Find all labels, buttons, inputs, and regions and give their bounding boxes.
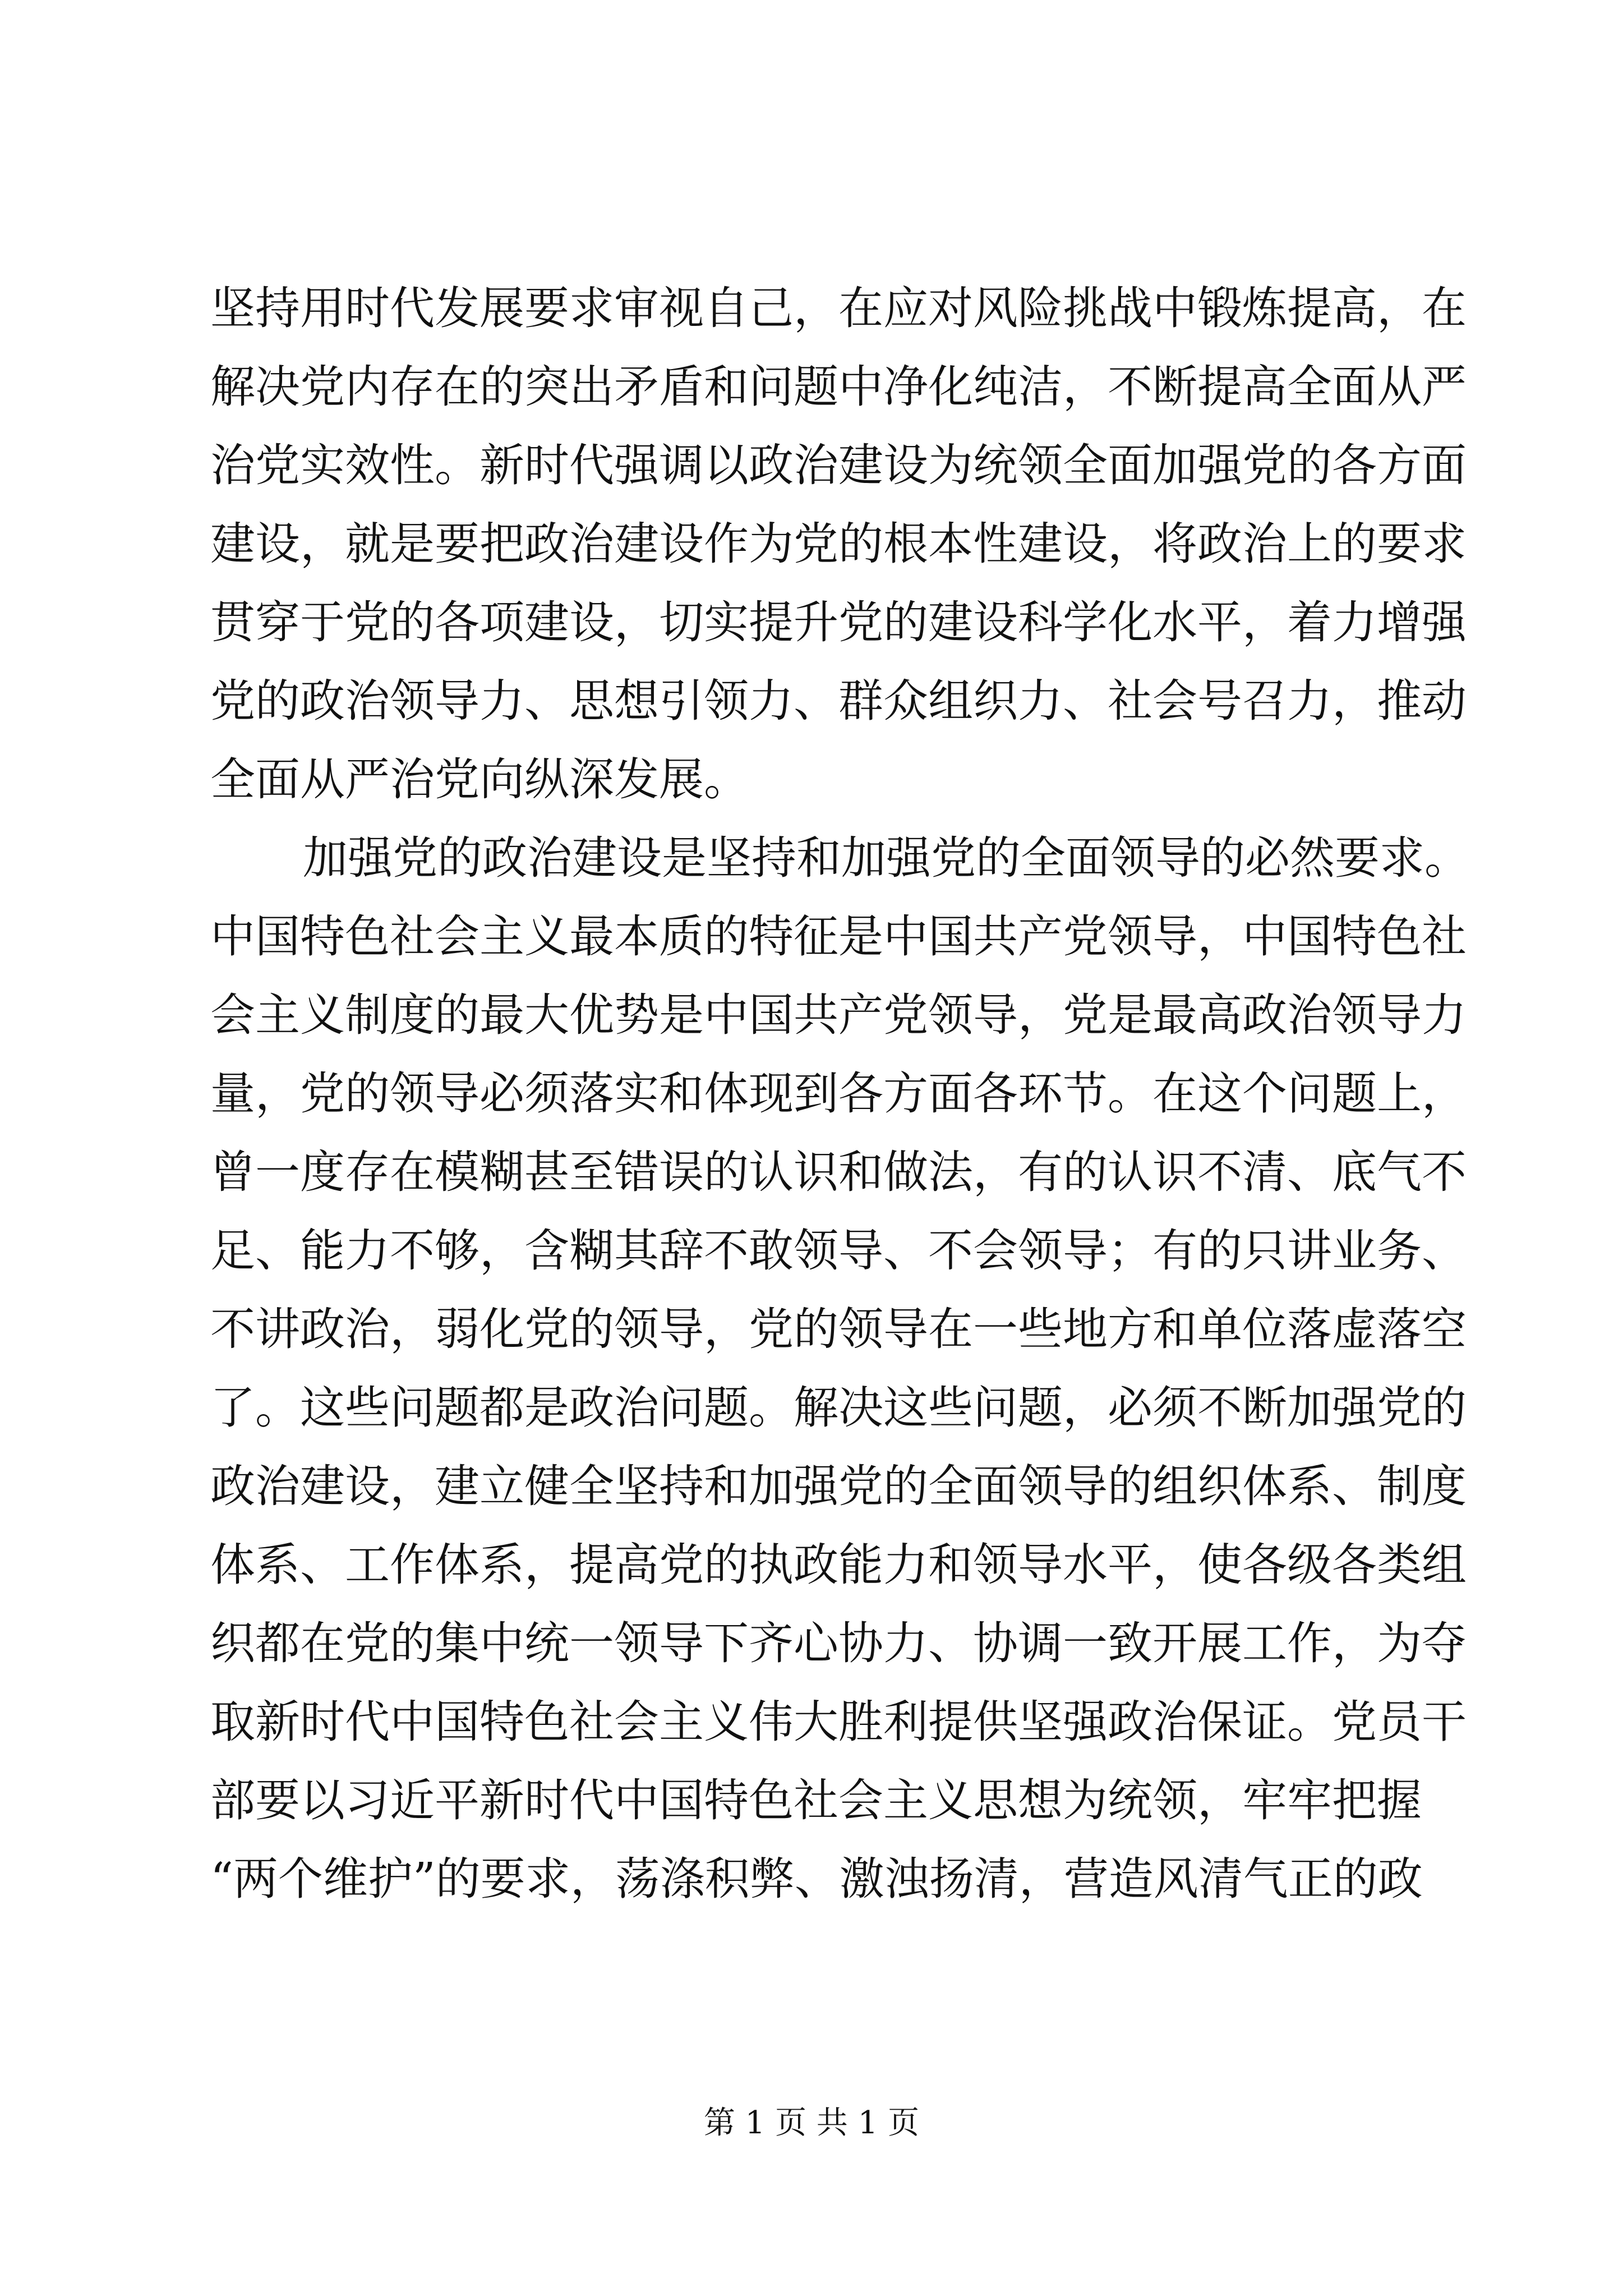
text-line: 坚持用时代发展要求审视自己，在应对风险挑战中锻炼提高，在 — [210, 282, 1467, 334]
text-line: 足、能力不够，含糊其辞不敢领导、不会领导；有的只讲业务、 — [210, 1225, 1467, 1277]
text-line: 会主义制度的最大优势是中国共产党领导，党是最高政治领导力 — [210, 989, 1467, 1041]
text-line: 政治建设，建立健全坚持和加强党的全面领导的组织体系、制度 — [210, 1460, 1467, 1512]
text-line: 党的政治领导力、思想引领力、群众组织力、社会号召力，推动 — [210, 675, 1467, 727]
text-line: “两个维护”的要求，荡涤积弊、激浊扬清，营造风清气正的政 — [210, 1853, 1423, 1905]
text-line: 曾一度存在模糊甚至错误的认识和做法，有的认识不清、底气不 — [210, 1146, 1467, 1198]
text-line: 加强党的政治建设是坚持和加强党的全面领导的必然要求。 — [303, 832, 1469, 884]
text-line: 了。这些问题都是政治问题。解决这些问题，必须不断加强党的 — [210, 1382, 1467, 1434]
text-line: 体系、工作体系，提高党的执政能力和领导水平，使各级各类组 — [210, 1539, 1467, 1591]
text-line: 不讲政治，弱化党的领导，党的领导在一些地方和单位落虚落空 — [210, 1303, 1467, 1355]
text-line: 中国特色社会主义最本质的特征是中国共产党领导，中国特色社 — [210, 910, 1467, 963]
page-number-footer: 第 1 页 共 1 页 — [703, 2105, 920, 2141]
text-line: 取新时代中国特色社会主义伟大胜利提供坚强政治保证。党员干 — [210, 1696, 1467, 1748]
text-line: 治党实效性。新时代强调以政治建设为统领全面加强党的各方面 — [210, 439, 1467, 491]
text-line: 全面从严治党向纵深发展。 — [210, 753, 749, 806]
paragraph-2 — [210, 819, 1469, 1918]
text-line: 部要以习近平新时代中国特色社会主义思想为统领，牢牢把握 — [210, 1774, 1422, 1826]
text-line: 织都在党的集中统一领导下齐心协力、协调一致开展工作，为夺 — [210, 1617, 1467, 1669]
text-line: 解决党内存在的突出矛盾和问题中净化纯洁，不断提高全面从严 — [210, 361, 1467, 413]
text-line: 建设，就是要把政治建设作为党的根本性建设，将政治上的要求 — [210, 518, 1467, 570]
text-line: 贯穿于党的各项建设，切实提升党的建设科学化水平，着力增强 — [210, 596, 1467, 648]
document-body — [210, 269, 1469, 1918]
paragraph-1 — [210, 269, 1467, 819]
text-line: 量，党的领导必须落实和体现到各方面各环节。在这个问题上， — [210, 1068, 1467, 1120]
